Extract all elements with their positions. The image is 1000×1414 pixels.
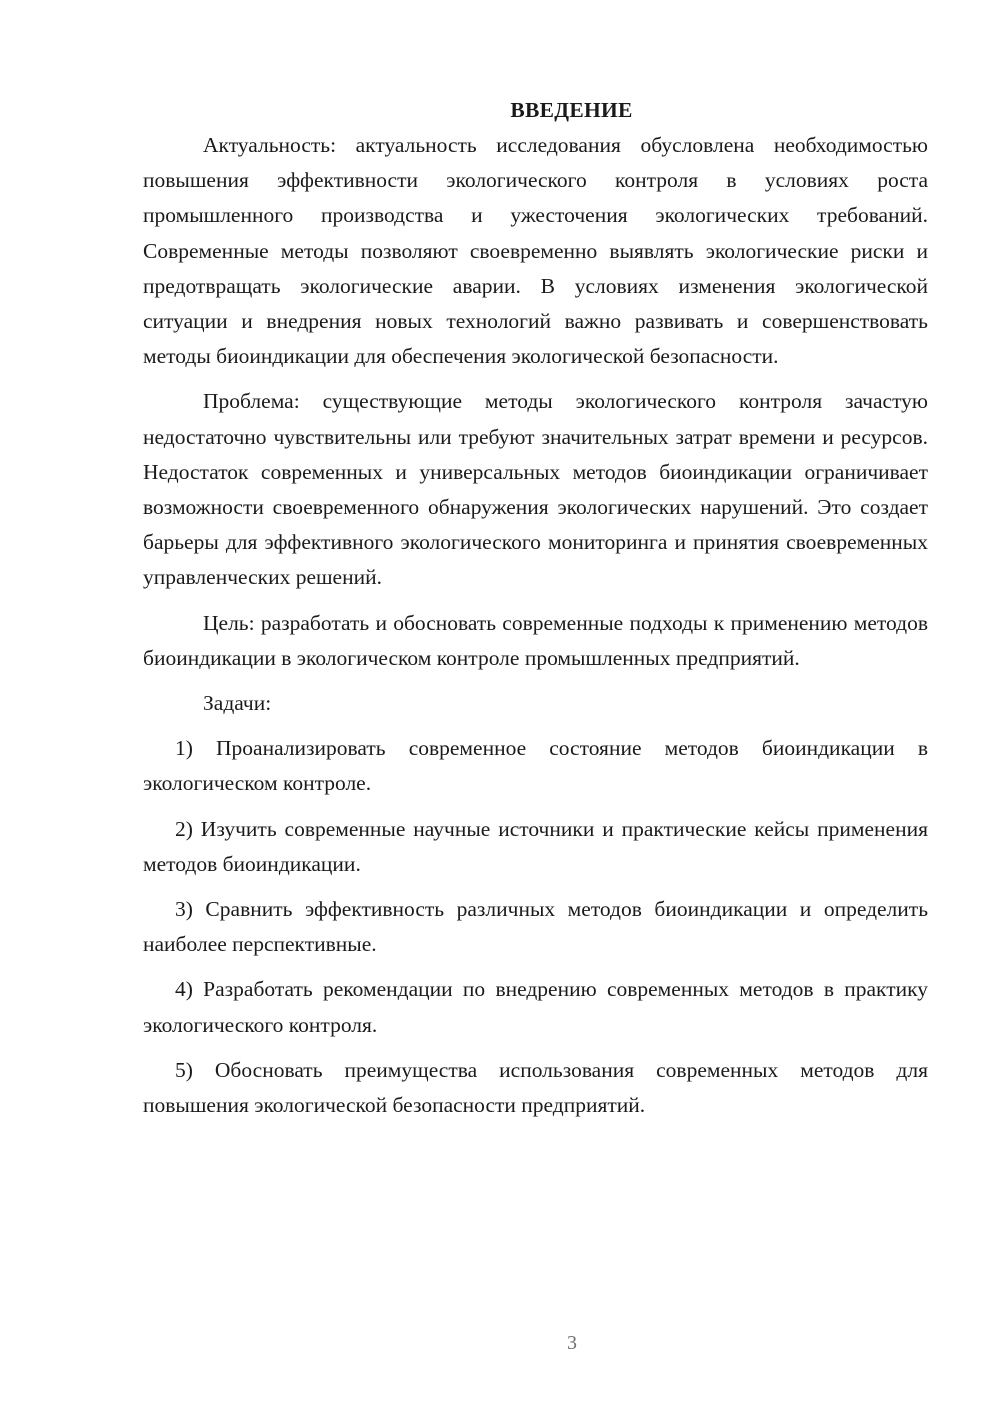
task-item-1: 1) Проанализировать современное состояние методов биоиндикации в экологическом контроле. [143,736,928,796]
section-heading: ВВЕДЕНИЕ [510,98,633,122]
task-item-3: 3) Сравнить эффективность различных методов биоиндикации и определить наиболее перспективные. [143,897,928,957]
task-item-5: 5) Обосновать преимущества использования современных методов для повышения экологической безопасности предприятий. [143,1057,928,1118]
relevance-paragraph: Актуальность: актуальность исследования обусловлена необходимостью повышения эффективности экологического контроля в условиях роста промышленного производства и ужесточения экологических требований. Современные методы позволяют своевременно выявлять экологические риски и предотвращать экологические аварии. В условиях изменения экологической ситуации и внедрения новых технологий важно развивать и совершенствовать методы биоиндикации для обеспечения экологической безопасности. [143,133,928,369]
goal-paragraph: Цель: разработать и обосновать современные подходы к применению методов биоиндикации в экологическом контроле промышленных предприятий. [143,610,928,670]
page-number: 3 [567,1332,577,1354]
task-item-4: 4) Разработать рекомендации по внедрению современных методов в практику экологического контроля. [143,977,928,1037]
task-item-2: 2) Изучить современные научные источники и практические кейсы применения методов биоиндикации. [143,816,928,876]
document-page [143,93,928,1123]
problem-paragraph: Проблема: существующие методы экологического контроля зачастую недостаточно чувствительны или требуют значительных затрат времени и ресурсов. Недостаток современных и универсальных методов биоиндикации ограничивает возможности своевременного обнаружения экологических нарушений. Это создает барьеры для эффективного экологического мониторинга и принятия своевременных управленческих решений. [143,389,928,590]
tasks-label: Задачи: [203,691,272,716]
